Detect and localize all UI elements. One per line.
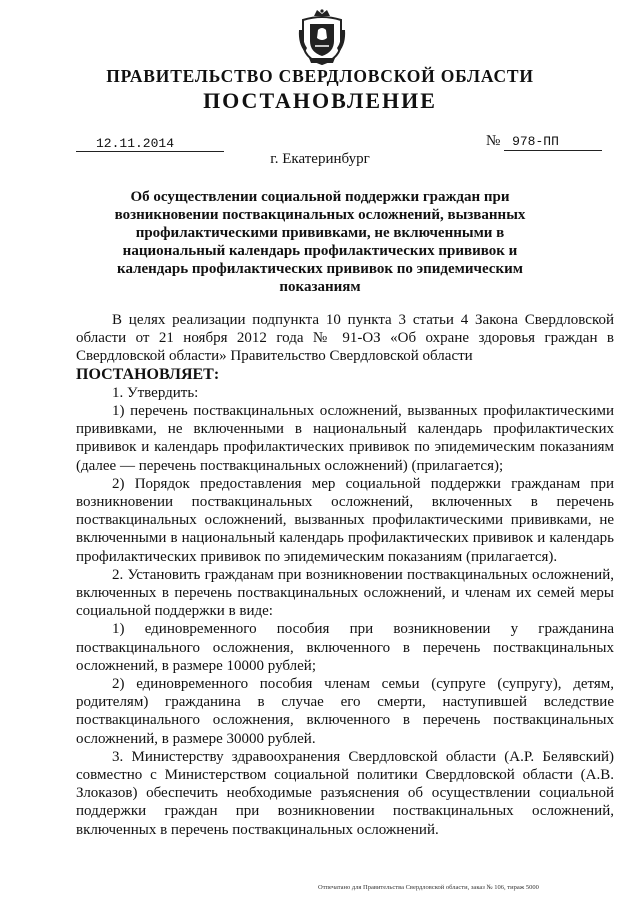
city: г. Екатеринбург	[270, 151, 370, 167]
clause-1-1: 1) перечень поствакцинальных осложнений, вызванных профилактическими прививками, не включенными в национальный календарь профилактических прививок и календарь профилактических прививок по эпидемическим показаниям (далее — перечень поствакцинальных осложнений) (прилагается);	[76, 403, 614, 474]
resolves-heading: ПОСТАНОВЛЯЕТ:	[76, 365, 220, 383]
document-number: 978-ПП	[504, 133, 602, 151]
print-imprint: Отпечатано для Правительства Свердловской области, заказ № 106, тираж 5000	[318, 884, 539, 891]
document-number-block	[486, 133, 602, 151]
preamble-paragraph: В целях реализации подпункта 10 пункта 3 статьи 4 Закона Свердловской области от 21 ноября 2012 года № 91-ОЗ «Об охране здоровья граждан в Свердловской области» Правительство Свердловской области	[76, 312, 614, 365]
coat-of-arms-icon	[297, 8, 347, 66]
clause-2-2: 2) единовременного пособия членам семьи (супруге (супругу), детям, родителям) гражданина в случае его смерти, наступившей вследствие поствакцинального осложнения, включенного в перечень поствакцинальных осложнений, в размере 30000 рублей.	[76, 676, 614, 747]
number-label: №	[486, 133, 501, 149]
document-date: 12.11.2014	[76, 136, 224, 152]
document-type: ПОСТАНОВЛЕНИЕ	[203, 88, 437, 113]
clause-3: 3. Министерству здравоохранения Свердловской области (А.Р. Белявский) совместно с Министерством социальной политики Свердловской области (А.В. Злоказов) обеспечить необходимые разъяснения об осуществлении социальной поддержки граждан при возникновении поствакцинальных осложнений, включенных в перечень поствакцинальных осложнений.	[76, 748, 614, 838]
clause-1-2: 2) Порядок предоставления мер социальной поддержки гражданам при возникновении поствакцинальных осложнений, включенных в перечень поствакцинальных осложнений, вызванных профилактическими прививками, не включенными в национальный календарь профилактических прививок и календарь профилактических прививок по эпидемическим показаниям (прилагается).	[76, 475, 614, 565]
clause-1: 1. Утвердить:	[112, 384, 199, 401]
organization-name: ПРАВИТЕЛЬСТВО СВЕРДЛОВСКОЙ ОБЛАСТИ	[106, 66, 534, 86]
clause-2-1: 1) единовременного пособия при возникновении у гражданина поствакцинального осложнения, включенного в перечень поствакцинальных осложнений, в размере 10000 рублей;	[76, 621, 614, 674]
clause-2: 2. Установить гражданам при возникновении поствакцинальных осложнений, включенных в перечень поствакцинальных осложнений, и членам их семей меры социальной поддержки в виде:	[76, 566, 614, 620]
document-title: Об осуществлении социальной поддержки граждан при возникновении поствакцинальных осложнений, вызванных профилактическими прививками, не включенными в национальный календарь профилактических прививок и календарь профилактических прививок по эпидемическим показаниям	[114, 189, 526, 295]
document-body	[76, 311, 614, 839]
